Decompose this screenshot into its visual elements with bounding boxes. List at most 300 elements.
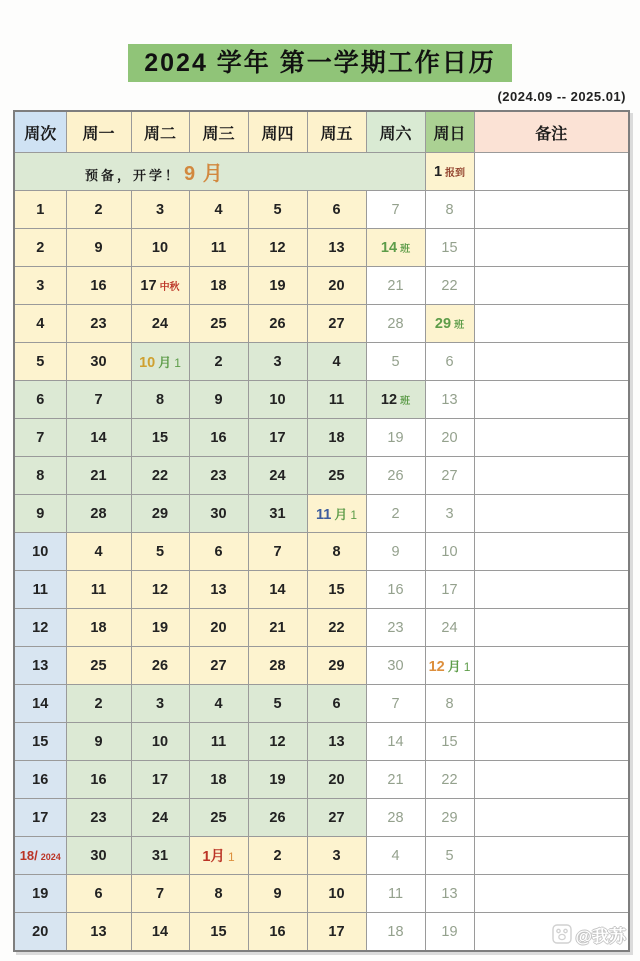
day-cell <box>66 191 131 229</box>
cell-text: 6 <box>214 543 223 560</box>
week-row-8 <box>14 457 629 495</box>
day-cell <box>66 913 131 952</box>
day-cell <box>307 647 366 685</box>
note-cell <box>474 343 629 381</box>
day-cell <box>425 343 474 381</box>
cell-text: 16 <box>90 277 107 294</box>
cell-text: 11 <box>210 239 227 256</box>
day-cell <box>66 837 131 875</box>
cell-text: 7 <box>36 429 45 446</box>
day-cell <box>366 571 425 609</box>
day-cell <box>189 799 248 837</box>
cell-text: 7 <box>94 391 103 408</box>
day-cell <box>366 457 425 495</box>
day-cell <box>248 837 307 875</box>
cell-text: 29 <box>434 315 452 332</box>
week-number-cell <box>14 267 66 305</box>
cell-text: 14 <box>32 695 49 712</box>
day-cell <box>366 533 425 571</box>
cell-text: 16 <box>387 581 404 598</box>
day-cell <box>131 685 189 723</box>
cell-text: 1 <box>227 850 235 864</box>
cell-text: 报到 <box>445 167 466 179</box>
cell-text: 11 <box>315 507 332 523</box>
day-cell <box>425 609 474 647</box>
cell-text: 13 <box>32 657 49 674</box>
day-cell <box>307 571 366 609</box>
day-cell <box>131 495 189 533</box>
week-number-cell <box>14 191 66 229</box>
week-number-cell <box>14 837 66 875</box>
cell-text: 16 <box>210 429 227 446</box>
day-cell <box>425 685 474 723</box>
cell-text: 10 <box>151 733 169 750</box>
day-cell <box>248 343 307 381</box>
day-cell <box>425 153 474 191</box>
cell-text: 8 <box>214 885 223 902</box>
cell-text: 14 <box>151 923 169 940</box>
day-cell <box>366 799 425 837</box>
week-number-cell <box>14 343 66 381</box>
cell-text: 23 <box>90 809 107 826</box>
note-cell <box>474 267 629 305</box>
day-cell <box>366 875 425 913</box>
note-cell <box>474 913 629 952</box>
cell-text: 31 <box>151 847 169 864</box>
day-cell <box>131 647 189 685</box>
day-cell <box>425 533 474 571</box>
cell-text: 4 <box>214 201 223 218</box>
day-cell <box>66 685 131 723</box>
cell-text: 14 <box>269 581 286 598</box>
day-cell <box>189 495 248 533</box>
cell-text: 17 <box>328 923 345 940</box>
day-cell <box>66 533 131 571</box>
cell-text: 6 <box>332 695 341 712</box>
week-number-cell <box>14 419 66 457</box>
week-number-cell <box>14 533 66 571</box>
day-cell <box>66 229 131 267</box>
note-cell <box>474 609 629 647</box>
cell-text: 20 <box>32 923 49 940</box>
cell-text: 26 <box>387 467 404 484</box>
day-cell <box>189 191 248 229</box>
day-cell <box>366 191 425 229</box>
day-cell <box>189 343 248 381</box>
day-cell <box>248 381 307 419</box>
cell-text: 9 <box>36 505 45 522</box>
day-cell <box>425 419 474 457</box>
header-mon: 周一 <box>66 111 131 153</box>
day-cell <box>66 799 131 837</box>
day-cell <box>366 495 425 533</box>
cell-text: 11 <box>387 885 404 902</box>
day-cell <box>248 685 307 723</box>
week-row-2 <box>14 229 629 267</box>
cell-text: 12 <box>151 581 169 598</box>
note-cell <box>474 571 629 609</box>
cell-text: 2 <box>391 505 400 522</box>
day-cell <box>248 191 307 229</box>
day-cell <box>189 381 248 419</box>
day-cell <box>307 267 366 305</box>
cell-text: 20 <box>328 277 345 294</box>
cell-text: 27 <box>210 657 227 674</box>
cell-text: 17 <box>269 429 286 446</box>
day-cell <box>131 723 189 761</box>
week-row-10 <box>14 533 629 571</box>
cell-text: 13 <box>210 581 227 598</box>
cell-text: 26 <box>269 809 286 826</box>
day-cell <box>189 533 248 571</box>
cell-text: 15 <box>151 429 169 446</box>
cell-text: 4 <box>214 695 223 712</box>
cell-text: 8 <box>155 391 165 408</box>
watermark-text: @我苏 <box>575 926 626 946</box>
day-cell <box>189 419 248 457</box>
day-cell <box>131 267 189 305</box>
day-cell <box>189 229 248 267</box>
cell-text: 21 <box>387 277 404 294</box>
title-wrap <box>0 0 640 82</box>
day-cell <box>366 647 425 685</box>
cell-text: 22 <box>441 771 458 788</box>
cell-text: 18 <box>90 619 107 636</box>
cell-text: 24 <box>269 467 286 484</box>
day-cell <box>307 343 366 381</box>
week-row-6 <box>14 381 629 419</box>
cell-text: 27 <box>328 315 345 332</box>
day-cell <box>366 723 425 761</box>
day-cell <box>131 609 189 647</box>
header-note: 备注 <box>474 111 629 153</box>
cell-text: 2 <box>94 695 103 712</box>
cell-text: 14 <box>90 429 107 446</box>
cell-text: 2 <box>273 847 282 864</box>
cell-text: 25 <box>210 809 227 826</box>
week-row-16 <box>14 761 629 799</box>
header-sun: 周日 <box>425 111 474 153</box>
cell-text: 4 <box>332 353 341 370</box>
week-number-cell <box>14 571 66 609</box>
note-cell <box>474 875 629 913</box>
day-cell <box>366 229 425 267</box>
week-number-cell <box>14 647 66 685</box>
day-cell <box>248 457 307 495</box>
day-cell <box>189 571 248 609</box>
day-cell <box>66 495 131 533</box>
cell-text: 24 <box>441 619 458 636</box>
cell-text: 20 <box>210 619 227 636</box>
cell-text: 14 <box>387 733 404 750</box>
week-row-20 <box>14 913 629 952</box>
cell-text: 3 <box>445 505 454 522</box>
week-number-cell <box>14 761 66 799</box>
day-cell <box>248 799 307 837</box>
cell-text: 11 <box>90 581 107 598</box>
day-cell <box>366 381 425 419</box>
cell-text: 28 <box>269 657 286 674</box>
week-row-1 <box>14 191 629 229</box>
cell-text: 13 <box>90 923 107 940</box>
cell-text: 20 <box>441 429 458 446</box>
page-title: 2024 学年 第一学期工作日历 <box>128 44 512 82</box>
day-cell <box>425 229 474 267</box>
cell-text: 10 <box>139 355 156 371</box>
cell-text: 1 <box>36 201 45 218</box>
cell-text: 11 <box>210 733 227 750</box>
cell-text: 19 <box>269 277 286 294</box>
week-number-cell <box>14 875 66 913</box>
cell-text: 12 <box>32 619 49 636</box>
day-cell <box>425 381 474 419</box>
header-week: 周次 <box>14 111 66 153</box>
cell-text: 9 <box>94 239 103 256</box>
day-cell <box>307 875 366 913</box>
day-cell <box>307 533 366 571</box>
cell-text: 19 <box>269 771 286 788</box>
week-row-7 <box>14 419 629 457</box>
cell-text: 8 <box>445 201 454 218</box>
cell-text: 17 <box>140 277 157 294</box>
cell-text: 30 <box>387 657 404 674</box>
day-cell <box>425 913 474 952</box>
cell-text: 2 <box>94 201 103 218</box>
day-cell <box>189 913 248 952</box>
day-cell <box>189 457 248 495</box>
day-cell <box>307 457 366 495</box>
day-cell <box>66 343 131 381</box>
day-cell <box>131 761 189 799</box>
cell-text: 18 <box>387 923 404 940</box>
note-cell <box>474 723 629 761</box>
day-cell <box>131 191 189 229</box>
day-cell <box>131 229 189 267</box>
day-cell <box>425 647 474 685</box>
cell-text: 18 <box>210 771 227 788</box>
day-cell <box>307 913 366 952</box>
day-cell <box>425 837 474 875</box>
week-number-cell <box>14 913 66 952</box>
header-sat: 周六 <box>366 111 425 153</box>
cell-text: 30 <box>90 847 107 864</box>
cell-text: 27 <box>441 467 458 484</box>
note-cell <box>474 457 629 495</box>
day-cell <box>66 571 131 609</box>
day-cell <box>66 381 131 419</box>
day-cell <box>131 799 189 837</box>
week-number-cell <box>14 609 66 647</box>
cell-text: 5 <box>445 847 454 864</box>
cell-text: 5 <box>155 543 165 560</box>
note-cell <box>474 647 629 685</box>
cell-text: 28 <box>387 809 404 826</box>
day-cell <box>307 723 366 761</box>
cell-text: 20 <box>328 771 345 788</box>
cell-text: 15 <box>210 923 227 940</box>
day-cell <box>307 685 366 723</box>
header-tue: 周二 <box>131 111 189 153</box>
day-cell <box>131 419 189 457</box>
week-row-3 <box>14 267 629 305</box>
cell-text: 11 <box>328 391 345 408</box>
cell-text: 5 <box>273 695 282 712</box>
week-number-cell <box>14 381 66 419</box>
note-cell <box>474 305 629 343</box>
day-cell <box>66 419 131 457</box>
day-cell <box>248 571 307 609</box>
cell-text: 28 <box>387 315 404 332</box>
cell-text: 23 <box>387 619 404 636</box>
cell-text: 12 <box>269 733 286 750</box>
day-cell <box>248 305 307 343</box>
cell-text: 12 <box>380 391 398 408</box>
day-cell <box>131 457 189 495</box>
cell-text: 3 <box>155 201 165 218</box>
cell-text: 2024 <box>40 851 61 862</box>
month-banner-cell <box>14 153 425 191</box>
cell-text: 18/ <box>19 847 38 863</box>
cell-text: 月 <box>447 659 461 674</box>
cell-text: 23 <box>90 315 107 332</box>
cell-text: 10 <box>269 391 286 408</box>
day-cell <box>366 267 425 305</box>
day-cell <box>366 761 425 799</box>
week-number-cell <box>14 799 66 837</box>
cell-text: 5 <box>273 201 282 218</box>
cell-text: 6 <box>445 353 454 370</box>
cell-text: 14 <box>380 239 398 256</box>
week-row-9 <box>14 495 629 533</box>
day-cell <box>248 647 307 685</box>
cell-text: 16 <box>90 771 107 788</box>
cell-text: 15 <box>441 733 458 750</box>
week-number-cell <box>14 229 66 267</box>
note-cell <box>474 533 629 571</box>
day-cell <box>248 723 307 761</box>
cell-text: 27 <box>328 809 345 826</box>
cell-text: 4 <box>36 315 45 332</box>
cell-text: 10 <box>32 543 49 560</box>
cell-text: 16 <box>32 771 49 788</box>
september-banner-row <box>14 153 629 191</box>
cell-text: 19 <box>151 619 169 636</box>
day-cell <box>307 495 366 533</box>
cell-text: 中秋 <box>159 281 180 293</box>
week-row-17 <box>14 799 629 837</box>
day-cell <box>248 267 307 305</box>
day-cell <box>131 343 189 381</box>
cell-text: 18 <box>328 429 345 446</box>
cell-text: 9 <box>214 391 223 408</box>
cell-text: 13 <box>328 733 345 750</box>
week-row-18 <box>14 837 629 875</box>
week-row-4 <box>14 305 629 343</box>
cell-text: 班 <box>400 395 411 407</box>
cell-text: 9 月 <box>184 163 224 185</box>
day-cell <box>307 229 366 267</box>
day-cell <box>131 571 189 609</box>
cell-text: 22 <box>151 467 169 484</box>
week-number-cell <box>14 457 66 495</box>
header-thu: 周四 <box>248 111 307 153</box>
cell-text: 15 <box>32 733 49 750</box>
cell-text: 2 <box>36 239 45 256</box>
cell-text: 1 <box>433 163 443 180</box>
cell-text: 25 <box>90 657 107 674</box>
day-cell <box>425 457 474 495</box>
cell-text: 1月 <box>202 849 225 865</box>
day-cell <box>66 647 131 685</box>
week-row-5 <box>14 343 629 381</box>
note-cell <box>474 837 629 875</box>
week-row-14 <box>14 685 629 723</box>
cell-text: 7 <box>391 695 400 712</box>
cell-text: 7 <box>273 543 282 560</box>
note-cell <box>474 761 629 799</box>
cell-text: 11 <box>32 581 48 598</box>
cell-text: 15 <box>441 239 458 256</box>
day-cell <box>366 609 425 647</box>
cell-text: 班 <box>400 243 411 255</box>
note-cell <box>474 685 629 723</box>
note-cell <box>474 495 629 533</box>
cell-text: 17 <box>151 771 169 788</box>
day-cell <box>66 305 131 343</box>
header-fri: 周五 <box>307 111 366 153</box>
cell-text: 31 <box>269 505 286 522</box>
cell-text: 4 <box>391 847 400 864</box>
day-cell <box>366 685 425 723</box>
day-cell <box>248 761 307 799</box>
week-number-cell <box>14 305 66 343</box>
cell-text: 22 <box>441 277 458 294</box>
week-number-cell <box>14 685 66 723</box>
day-cell <box>248 875 307 913</box>
cell-text: 1 <box>350 508 358 522</box>
cell-text: 7 <box>155 885 165 902</box>
cell-text: 5 <box>391 353 400 370</box>
day-cell <box>248 913 307 952</box>
cell-text: 21 <box>387 771 404 788</box>
day-cell <box>131 837 189 875</box>
day-cell <box>131 381 189 419</box>
day-cell <box>425 191 474 229</box>
cell-text: 9 <box>391 543 400 560</box>
cell-text: 9 <box>273 885 282 902</box>
cell-text: 25 <box>328 467 345 484</box>
day-cell <box>425 799 474 837</box>
day-cell <box>248 495 307 533</box>
cell-text: 5 <box>36 353 45 370</box>
day-cell <box>66 875 131 913</box>
day-cell <box>189 837 248 875</box>
cell-text: 21 <box>269 619 286 636</box>
cell-text: 12 <box>269 239 286 256</box>
day-cell <box>366 837 425 875</box>
cell-text: 月 <box>334 507 348 522</box>
note-cell <box>474 229 629 267</box>
cell-text: 26 <box>269 315 286 332</box>
day-cell <box>248 419 307 457</box>
day-cell <box>307 419 366 457</box>
cell-text: 8 <box>332 543 341 560</box>
day-cell <box>425 723 474 761</box>
day-cell <box>425 495 474 533</box>
note-cell <box>474 191 629 229</box>
day-cell <box>66 609 131 647</box>
day-cell <box>66 723 131 761</box>
